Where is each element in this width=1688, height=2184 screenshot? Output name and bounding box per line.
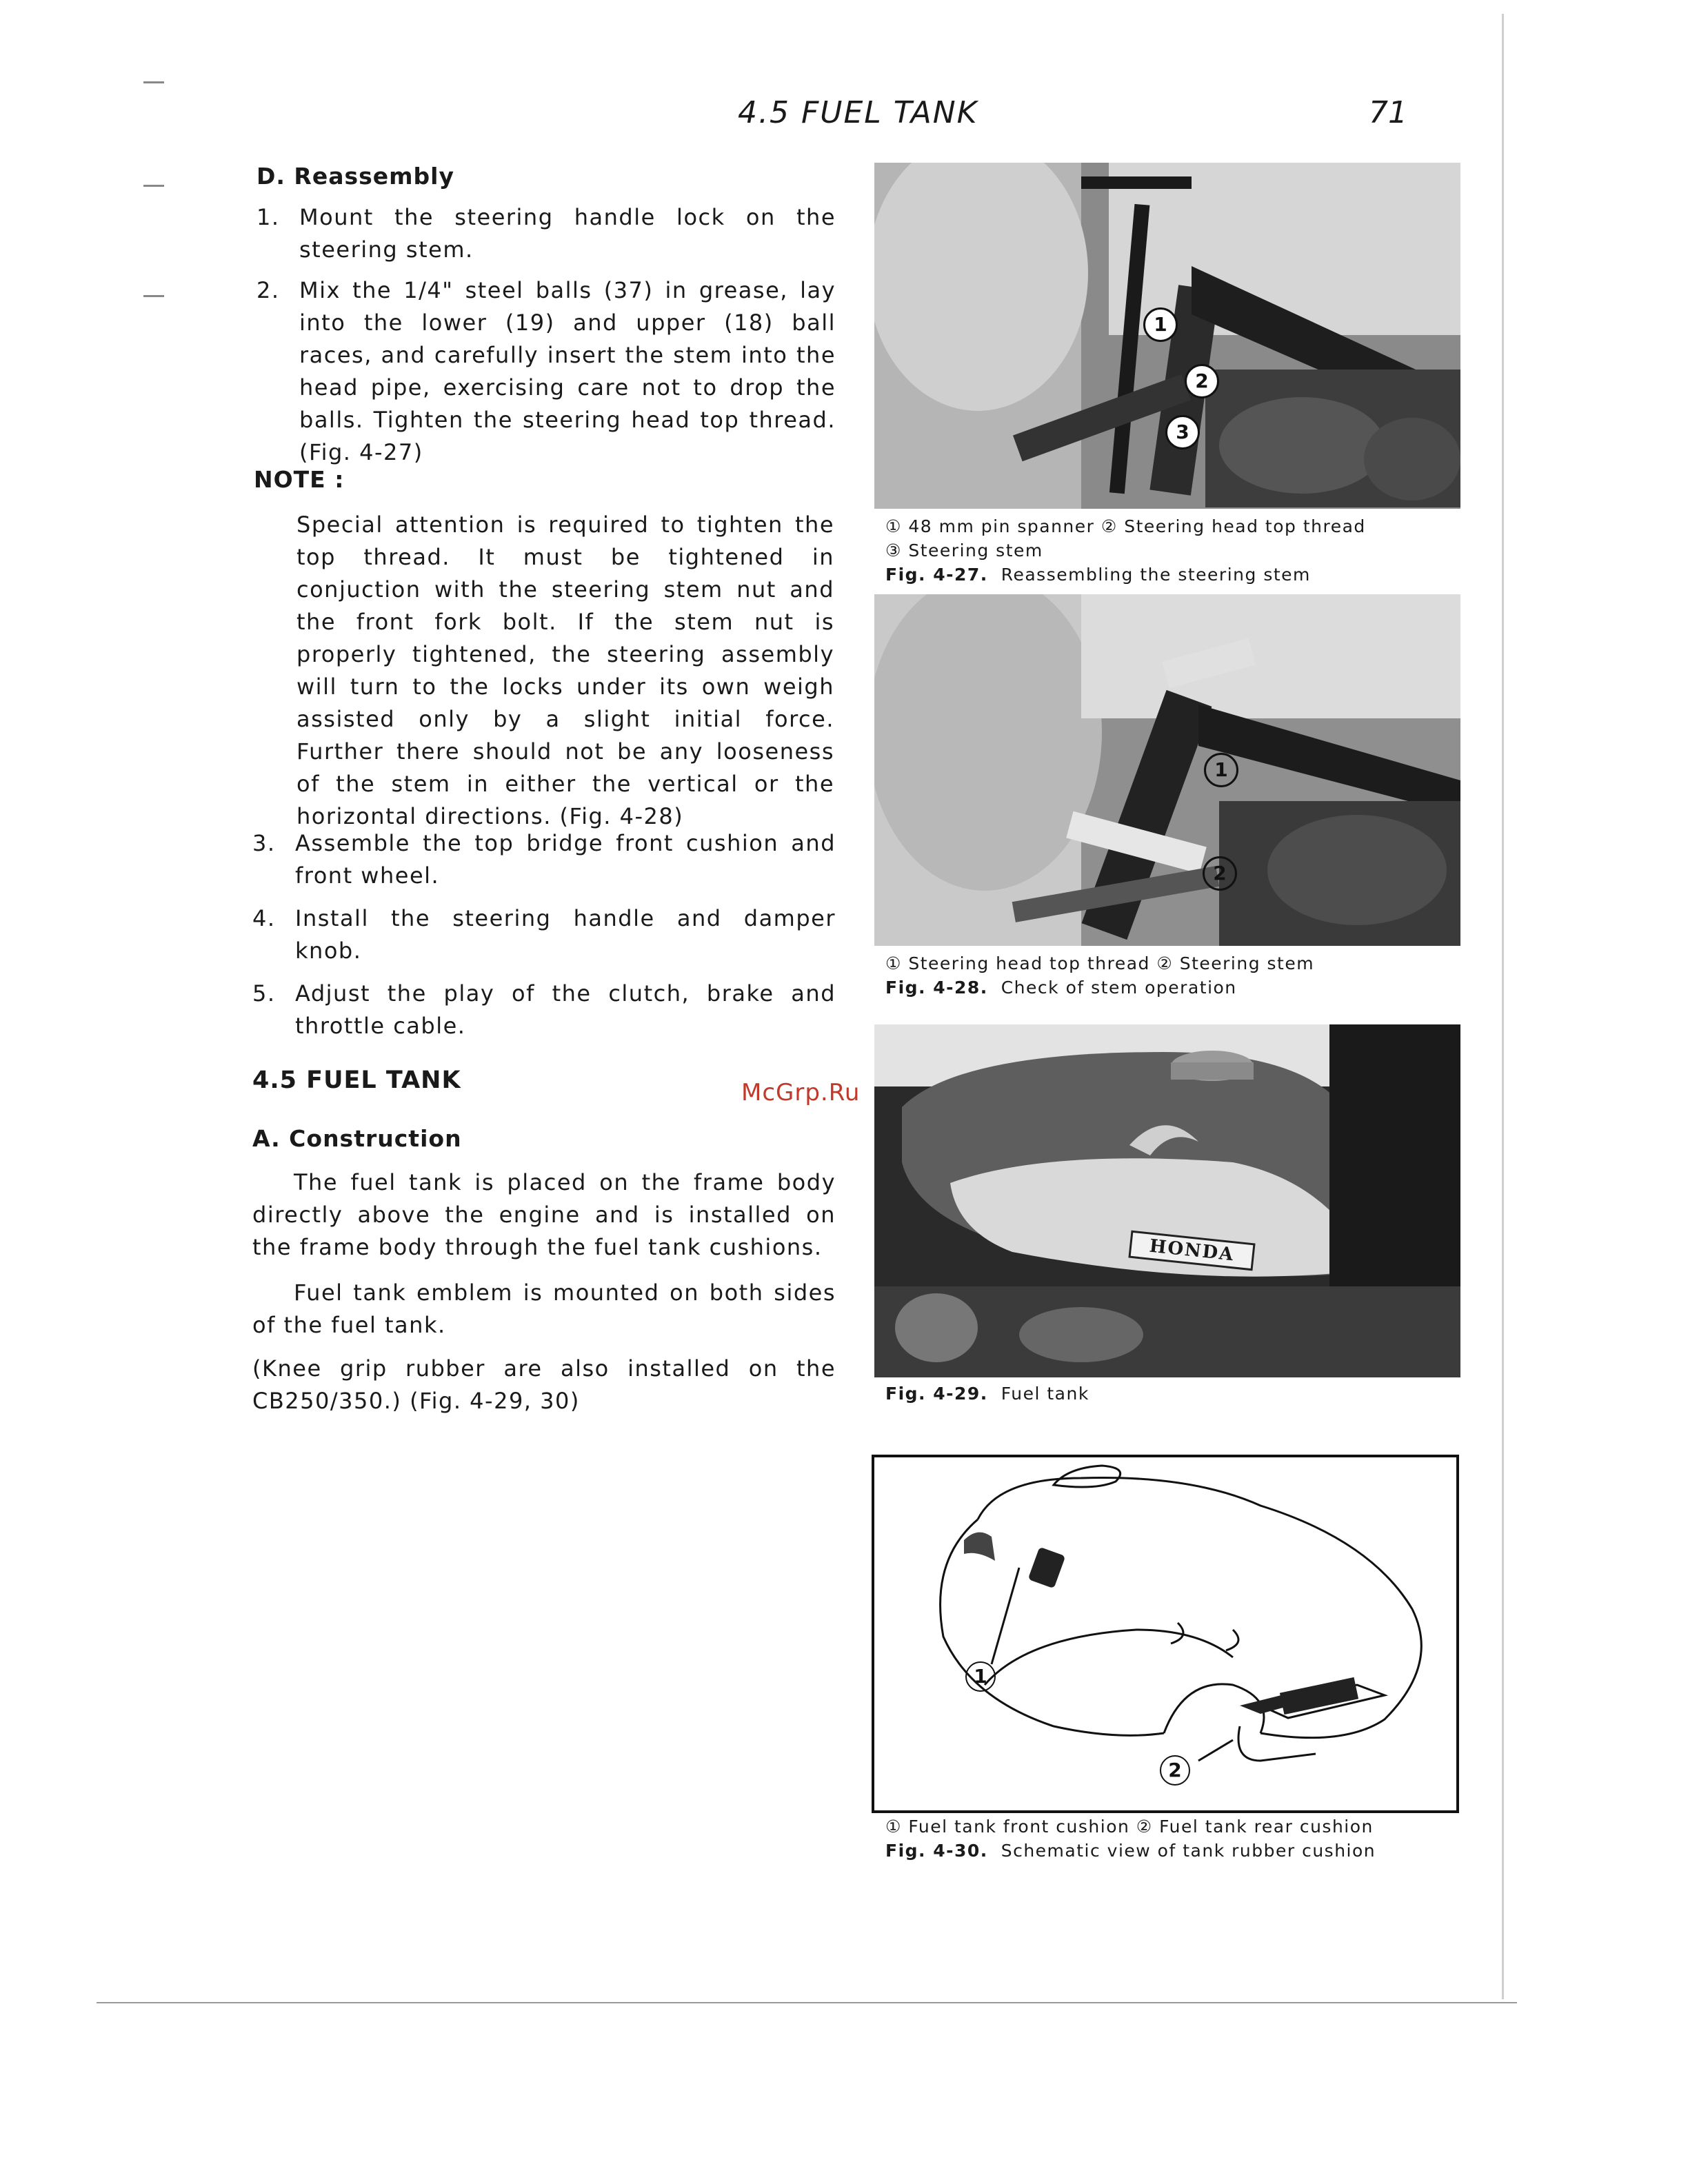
step-text: Install the steering handle and damper knob. (295, 905, 836, 964)
list-item (252, 827, 836, 892)
right-scan-edge (1502, 14, 1504, 1999)
fig-4-27-caption (885, 514, 1458, 587)
edge-mark (143, 185, 164, 187)
step-number: 4. (252, 905, 276, 931)
list-item (257, 201, 836, 266)
fig-4-29-photo (874, 1024, 1460, 1377)
construction-paragraph-2: Fuel tank emblem is mounted on both sides of the fuel tank. (252, 1280, 836, 1338)
fig-4-30-title-line (885, 1839, 1458, 1863)
construction-paragraph-1: The fuel tank is placed on the frame body directly above the engine and is installed on the frame body through the fuel tank cushions. (252, 1169, 836, 1260)
fig-4-29-title: Fuel tank (1001, 1384, 1089, 1404)
list-item (252, 978, 836, 1042)
fig-4-27-legend-line-2: ③ Steering stem (885, 540, 1043, 560)
fig-4-30-diagram (872, 1455, 1459, 1813)
step-number: 1. (257, 204, 280, 230)
page-header-title: 4.5 FUEL TANK (738, 95, 978, 130)
bottom-scan-rule (97, 2002, 1517, 2003)
step-text: Mount the steering handle lock on the steering stem. (299, 204, 836, 263)
step-number: 2. (257, 277, 280, 303)
fig-4-28-caption (885, 951, 1458, 1000)
fuel-tank-schematic (874, 1457, 1456, 1810)
honda-emblem: HONDA (1128, 1231, 1255, 1271)
step-text: Adjust the play of the clutch, brake and throttle cable. (295, 980, 836, 1039)
callout-1: 1 (965, 1661, 996, 1692)
callout-1: 1 (1204, 753, 1238, 787)
fig-4-27-title: Reassembling the steering stem (1001, 565, 1311, 585)
fig-4-28-label: Fig. 4-28. (885, 978, 988, 998)
note-label: NOTE : (254, 466, 345, 493)
fig-4-28-title-line (885, 975, 1458, 1000)
fig-4-27-label: Fig. 4-27. (885, 565, 988, 585)
fig-4-27-photo (874, 163, 1460, 509)
note-text: Special attention is required to tighten the top thread. It must be tightened in conjuction with the steering stem nut and the front fork bolt. If the stem nut is properly tightened, the steering assembly will turn to the locks under its own weigh assisted only by a slight initial force. Further there should not be any looseness of the stem in either the vertical or the horizontal directions. (Fig. 4-28) (297, 512, 834, 829)
construction-heading: A. Construction (252, 1125, 462, 1152)
callout-2: 2 (1203, 856, 1237, 891)
fig-4-30-label: Fig. 4-30. (885, 1841, 988, 1861)
callout-1: 1 (1143, 307, 1178, 342)
step-number: 5. (252, 980, 276, 1007)
step-text: Assemble the top bridge front cushion and front wheel. (295, 830, 836, 889)
edge-mark (143, 295, 164, 297)
fig-4-30-caption (885, 1814, 1458, 1863)
fig-4-27-title-line (885, 563, 1458, 587)
fig-4-29-label: Fig. 4-29. (885, 1384, 988, 1404)
fig-4-28-legend-line-1: ① Steering head top thread ② Steering stem (885, 953, 1315, 973)
fig-4-28-photo (874, 594, 1460, 946)
construction-paragraph-3: (Knee grip rubber are also installed on the CB250/350.) (Fig. 4-29, 30) (252, 1355, 836, 1414)
page-number: 71 (1369, 95, 1407, 130)
fig-4-29-caption (885, 1382, 1458, 1406)
fig-4-28-title: Check of stem operation (1001, 978, 1237, 998)
callout-3: 3 (1165, 415, 1200, 449)
callout-2: 2 (1160, 1755, 1190, 1786)
reassembly-steps (257, 201, 836, 469)
fig-4-27-legend-line-1: ① 48 mm pin spanner ② Steering head top thread (885, 516, 1366, 536)
fig-4-30-title: Schematic view of tank rubber cushion (1001, 1841, 1376, 1861)
edge-mark (143, 81, 164, 83)
callout-2: 2 (1185, 364, 1219, 398)
fig-4-30-legend-line-1: ① Fuel tank front cushion ② Fuel tank rear cushion (885, 1817, 1374, 1837)
list-item (252, 902, 836, 967)
fuel-tank-heading: 4.5 FUEL TANK (252, 1066, 461, 1094)
list-item (257, 274, 836, 469)
reassembly-heading: D. Reassembly (257, 163, 454, 190)
step-number: 3. (252, 830, 276, 856)
step-text: Mix the 1/4" steel balls (37) in grease, lay into the lower (19) and upper (18) ball races, and carefully insert the stem into the head pipe, exercising care not to drop the balls. Tighten the steering head top thread. (Fig. 4-27) (299, 277, 836, 465)
watermark: McGrp.Ru (741, 1079, 861, 1106)
reassembly-steps-continued (252, 827, 836, 1042)
